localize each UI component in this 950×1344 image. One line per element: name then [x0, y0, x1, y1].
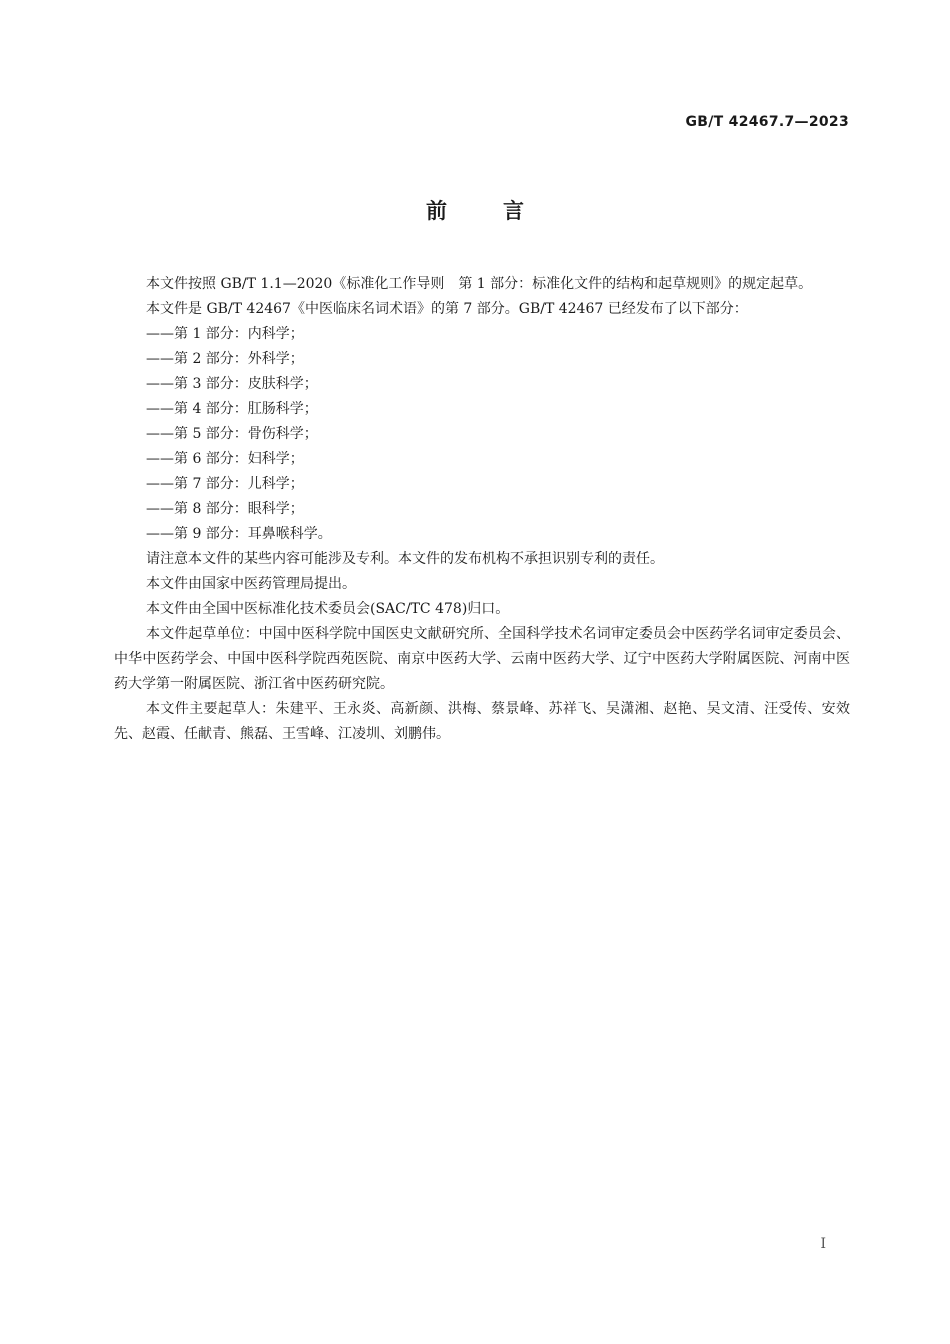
list-item: ——第 4 部分：肛肠科学； [146, 401, 318, 417]
paragraph-drafting-units: 本文件起草单位：中国中医科学院中国医史文献研究所、全国科学技术名词审定委员会中医药学名词审定委员会、中华中医药学会、中国中医科学院西苑医院、南京中医药大学、云南中医药大学、辽宁中医药大学附属医院、河南中医药大学第一附属医院、浙江省中医药研究院。 [114, 626, 850, 692]
page-title: 前言 [426, 199, 580, 223]
standard-number: GB/T 42467.7—2023 [685, 114, 849, 130]
list-item: ——第 2 部分：外科学； [146, 351, 304, 367]
list-item: ——第 6 部分：妇科学； [146, 451, 304, 467]
page-number: I [820, 1236, 826, 1252]
paragraph-series-intro: 本文件是 GB/T 42467《中医临床名词术语》的第 7 部分。GB/T 42467 已经发布了以下部分： [146, 301, 748, 317]
paragraph-proposer: 本文件由国家中医药管理局提出。 [146, 576, 356, 592]
list-item: ——第 5 部分：骨伤科学； [146, 426, 318, 442]
paragraph-technical-committee: 本文件由全国中医标准化技术委员会(SAC/TC 478)归口。 [146, 601, 510, 617]
list-item: ——第 3 部分：皮肤科学； [146, 376, 318, 392]
list-item: ——第 8 部分：眼科学； [146, 501, 304, 517]
paragraph-drafters: 本文件主要起草人：朱建平、王永炎、高新颜、洪梅、蔡景峰、苏祥飞、吴潇湘、赵艳、吴文清、汪受传、安效先、赵霞、任献青、熊磊、王雪峰、江凌圳、刘鹏伟。 [114, 701, 850, 742]
foreword-body [114, 272, 850, 747]
list-item: ——第 9 部分：耳鼻喉科学。 [146, 526, 332, 542]
paragraph-patent-notice: 请注意本文件的某些内容可能涉及专利。本文件的发布机构不承担识别专利的责任。 [146, 551, 664, 567]
list-item: ——第 7 部分：儿科学； [146, 476, 304, 492]
paragraph-drafting-rules: 本文件按照 GB/T 1.1—2020《标准化工作导则 第 1 部分：标准化文件的结构和起草规则》的规定起草。 [146, 276, 813, 292]
list-item: ——第 1 部分：内科学； [146, 326, 304, 342]
parts-list [114, 322, 850, 547]
